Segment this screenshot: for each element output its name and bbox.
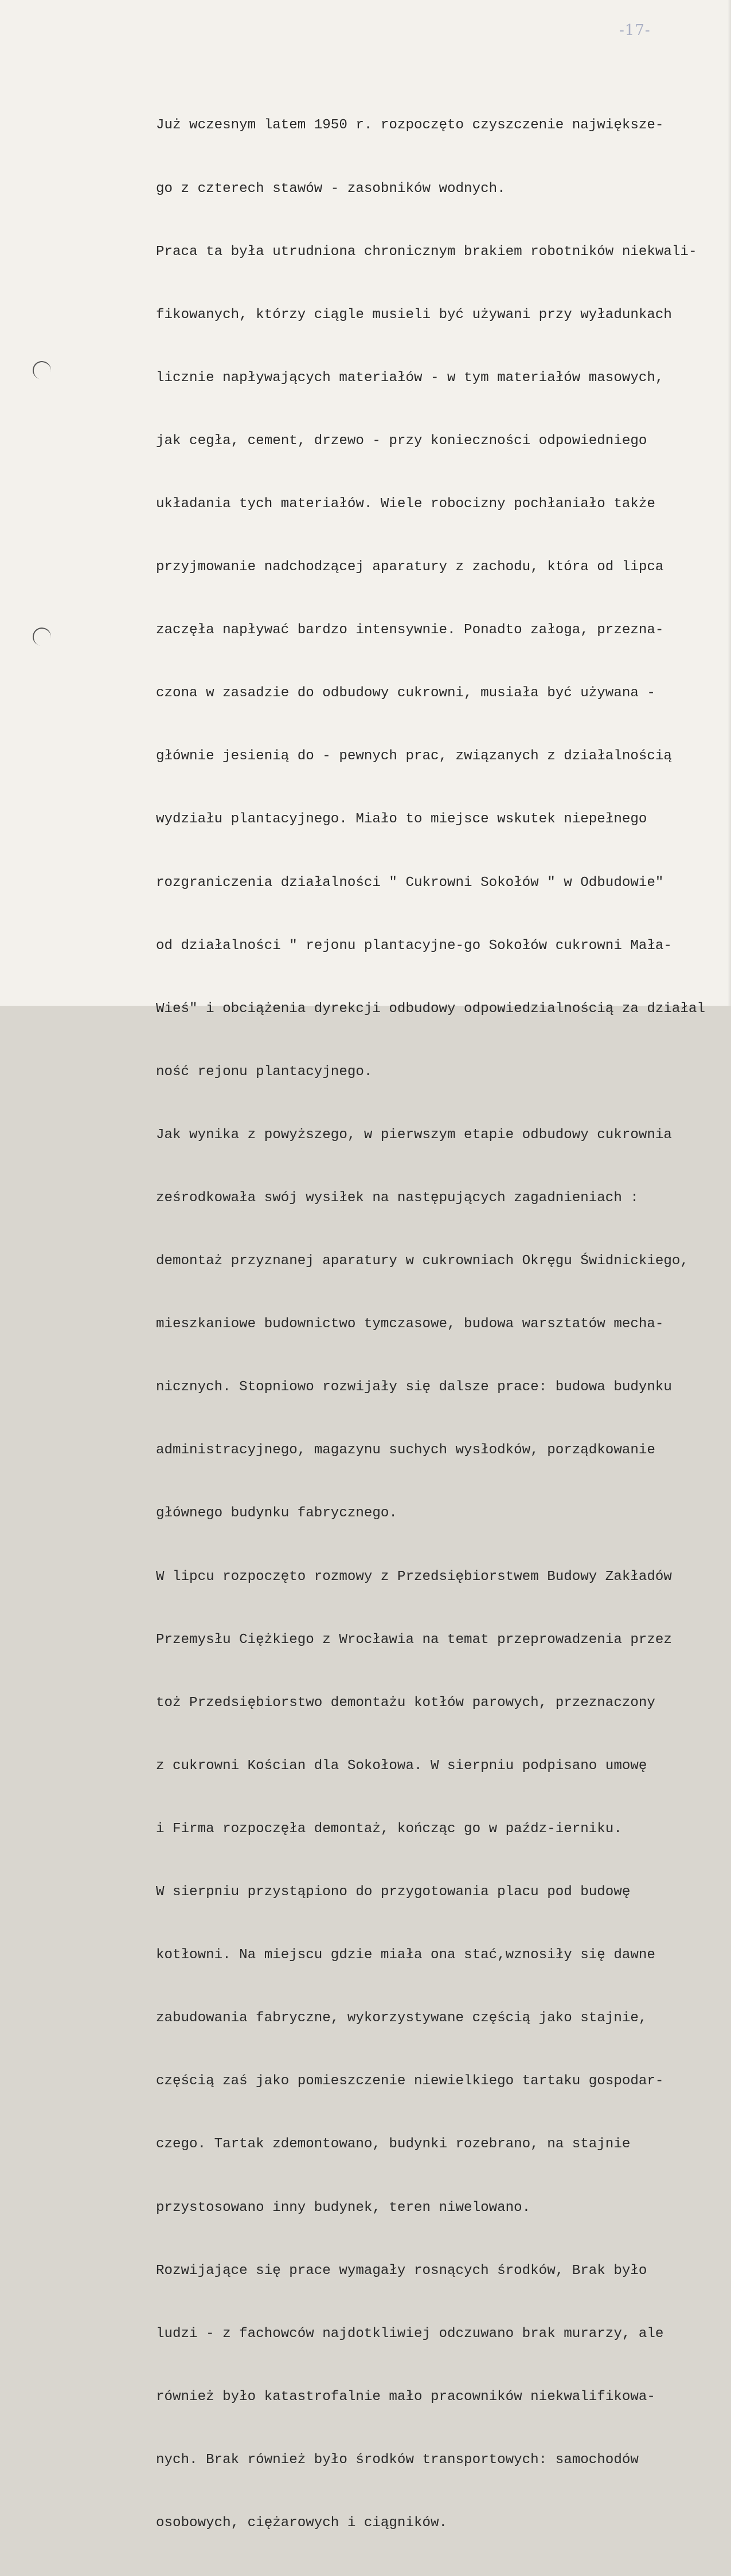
text-line: fikowanych, którzy ciągle musieli być używani przy wyładunkach <box>156 307 672 323</box>
page-number: -17- <box>619 22 651 39</box>
text-line: demontaż przyznanej aparatury w cukrowniach Okręgu Świdnickiego, <box>156 1253 689 1269</box>
text-line: układania tych materiałów. Wiele robocizny pochłaniało także <box>156 496 655 512</box>
typewritten-text <box>156 73 724 2576</box>
text-line: licznie napływających materiałów - w tym materiałów masowych, <box>156 370 664 386</box>
text-line: W sierpniu przystąpiono do przygotowania placu pod budowę <box>156 1884 631 1900</box>
text-line: i Firma rozpoczęła demontaż, kończąc go w paźdz-ierniku. <box>156 1821 622 1837</box>
text-line: kotłowni. Na miejscu gdzie miała ona stać,wznosiły się dawne <box>156 1947 655 1963</box>
text-line: ność rejonu plantacyjnego. <box>156 1064 373 1080</box>
text-line: ludzi - z fachowców najdotkliwiej odczuwano brak murarzy, ale <box>156 2326 664 2342</box>
text-line: czona w zasadzie do odbudowy cukrowni, musiała być używana - <box>156 685 655 701</box>
text-line: osobowych, ciężarowych i ciągników. <box>156 2515 448 2531</box>
text-line: głównego budynku fabrycznego. <box>156 1505 397 1522</box>
text-line: go z czterech stawów - zasobników wodnych. <box>156 181 506 197</box>
text-line: Przemysłu Ciężkiego z Wrocławia na temat przeprowadzenia przez <box>156 1632 672 1648</box>
text-line: czego. Tartak zdemontowano, budynki rozebrano, na stajnie <box>156 2136 631 2152</box>
text-line: rozgraniczenia działalności " Cukrowni Sokołów " w Odbudowie" <box>156 875 664 891</box>
text-line: zaczęła napływać bardzo intensywnie. Ponadto załoga, przezna- <box>156 622 664 638</box>
punch-hole-mark <box>31 359 52 381</box>
text-line: mieszkaniowe budownictwo tymczasowe, budowa warsztatów mecha- <box>156 1316 664 1332</box>
text-line: Rozwijające się prace wymagały rosnących środków, Brak było <box>156 2263 647 2279</box>
text-line: Już wczesnym latem 1950 r. rozpoczęto czyszczenie największe- <box>156 117 664 134</box>
text-line: z cukrowni Kościan dla Sokołowa. W sierpniu podpisano umowę <box>156 1758 647 1774</box>
text-line: toż Przedsiębiorstwo demontażu kotłów parowych, przeznaczony <box>156 1695 655 1711</box>
text-line: administracyjnego, magazynu suchych wysłodków, porządkowanie <box>156 1442 655 1458</box>
text-line: Jak wynika z powyższego, w pierwszym etapie odbudowy cukrownia <box>156 1127 672 1143</box>
text-line: głównie jesienią do - pewnych prac, związanych z działalnością <box>156 748 672 764</box>
punch-hole-mark <box>31 626 52 647</box>
text-line: od działalności " rejonu plantacyjne-go Sokołów cukrowni Mała- <box>156 938 672 954</box>
text-line: również było katastrofalnie mało pracowników niekwalifikowa- <box>156 2389 655 2405</box>
text-line: Wieś" i obciążenia dyrekcji odbudowy odpowiedzialnością za działal <box>156 1001 705 1017</box>
text-line: nych. Brak również było środków transportowych: samochodów <box>156 2452 639 2468</box>
text-line: jak cegła, cement, drzewo - przy konieczności odpowiedniego <box>156 433 647 449</box>
text-line: nicznych. Stopniowo rozwijały się dalsze prace: budowa budynku <box>156 1379 672 1395</box>
text-line: ześrodkowała swój wysiłek na następujących zagadnieniach : <box>156 1190 639 1206</box>
text-line: Praca ta była utrudniona chronicznym brakiem robotników niekwali- <box>156 244 697 260</box>
text-line: wydziału plantacyjnego. Miało to miejsce wskutek niepełnego <box>156 811 647 828</box>
text-line: W lipcu rozpoczęto rozmowy z Przedsiębiorstwem Budowy Zakładów <box>156 1569 672 1585</box>
text-line: zabudowania fabryczne, wykorzystywane częścią jako stajnie, <box>156 2010 647 2026</box>
text-line: częścią zaś jako pomieszczenie niewielkiego tartaku gospodar- <box>156 2073 664 2089</box>
text-line: przystosowano inny budynek, teren niwelowano. <box>156 2199 531 2216</box>
text-line: przyjmowanie nadchodzącej aparatury z zachodu, która od lipca <box>156 559 664 575</box>
